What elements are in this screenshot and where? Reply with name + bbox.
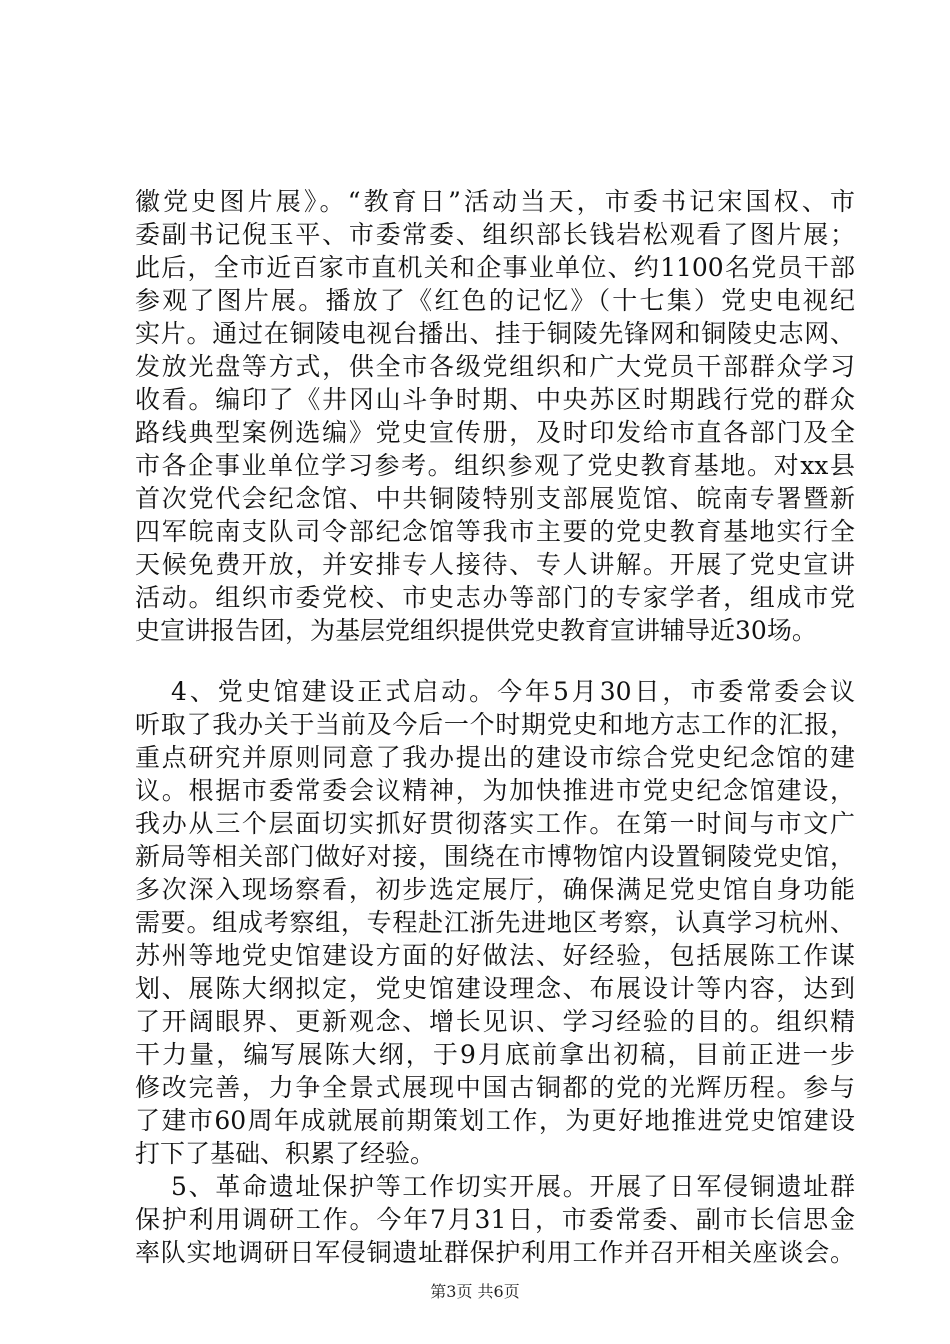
body-text-line: 路线典型案例选编》党史宣传册，及时印发给市直各部门及全 xyxy=(135,418,855,447)
body-text-line: 打下了基础、积累了经验。 xyxy=(135,1139,436,1168)
body-text-line: 划、展陈大纲拟定，党史馆建设理念、布展设计等内容，达到 xyxy=(135,974,855,1003)
body-text-line: 市各企事业单位学习参考。组织参观了党史教育基地。对xx县 xyxy=(135,451,855,480)
body-text-line: 需要。组成考察组，专程赴江浙先进地区考察，认真学习杭州、 xyxy=(135,908,855,937)
body-text-line: 多次深入现场察看，初步选定展厅，确保满足党史馆自身功能 xyxy=(135,875,855,904)
body-text-line: 率队实地调研日军侵铜遗址群保护利用工作并召开相关座谈会。 xyxy=(135,1238,855,1267)
body-text-line: 了建市60周年成就展前期策划工作，为更好地推进党史馆建设 xyxy=(135,1106,855,1135)
body-text-line: 苏州等地党史馆建设方面的好做法、好经验，包括展陈工作谋 xyxy=(135,941,855,970)
body-text-line: 重点研究并原则同意了我办提出的建设市综合党史纪念馆的建 xyxy=(135,743,855,772)
body-text-line: 参观了图片展。播放了《红色的记忆》（十七集）党史电视纪 xyxy=(135,286,855,315)
body-text-line: 了开阔眼界、更新观念、增长见识、学习经验的目的。组织精 xyxy=(135,1007,855,1036)
body-text-line: 发放光盘等方式，供全市各级党组织和广大党员干部群众学习 xyxy=(135,352,855,381)
body-text-line: 修改完善，力争全景式展现中国古铜都的党的光辉历程。参与 xyxy=(135,1073,855,1102)
body-text-line: 首次党代会纪念馆、中共铜陵特别支部展览馆、皖南专署暨新 xyxy=(135,484,855,513)
body-text-line: 保护利用调研工作。今年7月31日，市委常委、副市长信思金 xyxy=(135,1205,855,1234)
body-text-line: 此后，全市近百家市直机关和企事业单位、约1100名党员干部 xyxy=(135,253,855,282)
body-text-line: 四军皖南支队司令部纪念馆等我市主要的党史教育基地实行全 xyxy=(135,517,855,546)
body-text-line: 新局等相关部门做好对接，围绕在市博物馆内设置铜陵党史馆， xyxy=(135,842,855,871)
body-text-line: 实片。通过在铜陵电视台播出、挂于铜陵先锋网和铜陵史志网、 xyxy=(135,319,855,348)
body-text-line: 听取了我办关于当前及今后一个时期党史和地方志工作的汇报， xyxy=(135,710,855,739)
body-text-line: 收看。编印了《井冈山斗争时期、中央苏区时期践行党的群众 xyxy=(135,385,855,414)
body-text-line: 史宣讲报告团，为基层党组织提供党史教育宣讲辅导近30场。 xyxy=(135,616,817,645)
paragraph-4-heading-line: 4、党史馆建设正式启动。今年5月30日，市委常委会议 xyxy=(171,677,855,706)
body-text-line: 委副书记倪玉平、市委常委、组织部长钱岩松观看了图片展； xyxy=(135,220,855,249)
page-number-footer: 第3页 共6页 xyxy=(430,1282,520,1301)
body-text-line: 议。根据市委常委会议精神，为加快推进市党史纪念馆建设， xyxy=(135,776,855,805)
body-text-line: 活动。组织市委党校、市史志办等部门的专家学者，组成市党 xyxy=(135,583,855,612)
body-text-line: 干力量，编写展陈大纲，于9月底前拿出初稿，目前正进一步 xyxy=(135,1040,855,1069)
body-text-line: 徽党史图片展》。“教育日”活动当天，市委书记宋国权、市 xyxy=(135,187,855,216)
body-text-line: 天候免费开放，并安排专人接待、专人讲解。开展了党史宣讲 xyxy=(135,550,855,579)
paragraph-5-heading-line: 5、革命遗址保护等工作切实开展。开展了日军侵铜遗址群 xyxy=(171,1172,855,1201)
body-text-line: 我办从三个层面切实抓好贯彻落实工作。在第一时间与市文广 xyxy=(135,809,855,838)
